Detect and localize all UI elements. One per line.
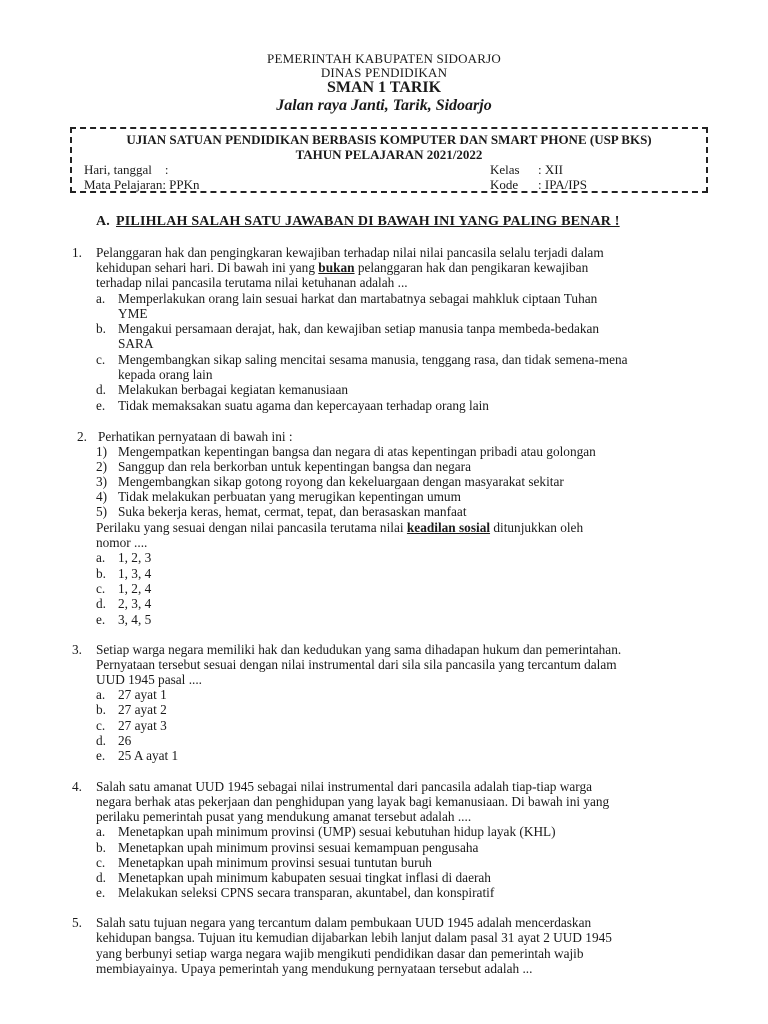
exam-code-value: : IPA/IPS <box>538 177 588 192</box>
question-number: 4. <box>72 779 82 794</box>
question-text-line: Setiap warga negara memiliki hak dan kedudukan yang sama dihadapan hukum dan pemerintahan. <box>96 642 622 657</box>
option-label: b. <box>96 566 106 581</box>
option-text: Melakukan berbagai kegiatan kemanusiaan <box>118 382 349 397</box>
question-text-line <box>96 260 588 275</box>
option-text: Menetapkan upah minimum provinsi (UMP) sesuai kebutuhan hidup layak (KHL) <box>118 824 556 839</box>
question-number: 3. <box>72 642 82 657</box>
option-text-cont: YME <box>118 306 148 321</box>
statement-label: 1) <box>96 444 108 459</box>
option-text: 2, 3, 4 <box>118 596 152 611</box>
exam-year: TAHUN PELAJARAN 2021/2022 <box>295 147 483 162</box>
option-text: Mengembangkan sikap saling mencitai sesama manusia, tenggang rasa, dan tidak semena-mena <box>118 352 628 367</box>
exam-class-label: Kelas <box>490 162 520 177</box>
option-label: c. <box>96 352 106 367</box>
statement-text: Tidak melakukan perbuatan yang merugikan kepentingan umum <box>118 489 461 504</box>
header-government: PEMERINTAH KABUPATEN SIDOARJO <box>267 51 501 66</box>
option-label: e. <box>96 748 106 763</box>
option-label: d. <box>96 382 106 397</box>
exam-date-label: Hari, tanggal <box>84 162 152 177</box>
option-text: 25 A ayat 1 <box>118 748 179 763</box>
option-label: d. <box>96 870 106 885</box>
option-text: Menetapkan upah minimum kabupaten sesuai tingkat inflasi di daerah <box>118 870 491 885</box>
question-text-part: kehidupan sehari hari. Di bawah ini yang <box>96 260 319 275</box>
statement-label: 2) <box>96 459 108 474</box>
option-label: d. <box>96 733 106 748</box>
question-text-line: Salah satu amanat UUD 1945 sebagai nilai instrumental dari pancasila adalah tiap-tiap warga <box>96 779 593 794</box>
option-label: d. <box>96 596 106 611</box>
option-text: 27 ayat 2 <box>118 702 167 717</box>
option-text-cont: kepada orang lain <box>118 367 213 382</box>
question-text-part: Perilaku yang sesuai dengan nilai pancasila terutama nilai <box>96 520 407 535</box>
statement-label: 3) <box>96 474 108 489</box>
exam-date-row <box>84 162 169 178</box>
exam-info-box <box>70 127 708 193</box>
emphasized-word: bukan <box>318 260 355 275</box>
option-text: Mengakui persamaan derajat, hak, dan kewajiban setiap manusia tanpa membeda-bedakan <box>118 321 600 336</box>
question-text-line: terhadap nilai pancasila terutama nilai ketuhanan adalah ... <box>96 275 408 290</box>
option-text: 1, 2, 4 <box>118 581 152 596</box>
option-label: a. <box>96 550 106 565</box>
statement-text: Mengembangkan sikap gotong royong dan kekeluargaan dengan masyarakat sekitar <box>118 474 564 489</box>
exam-date-value: : <box>164 162 169 177</box>
question-text-line: membiayainya. Upaya pemerintah yang mendukung pernyataan tersebut adalah ... <box>96 961 533 976</box>
header-department: DINAS PENDIDIKAN <box>320 65 448 80</box>
emphasized-word: keadilan sosial <box>406 520 491 535</box>
option-label: c. <box>96 718 106 733</box>
question-text-line: Pernyataan tersebut sesuai dengan nilai instrumental dari sila sila pancasila yang tercantum dalam <box>96 657 617 672</box>
statement-text: Sanggup dan rela berkorban untuk kepentingan bangsa dan negara <box>118 459 471 474</box>
option-text: Melakukan seleksi CPNS secara transparan, akuntabel, dan konspiratif <box>118 885 495 900</box>
option-text: 1, 3, 4 <box>118 566 152 581</box>
option-label: c. <box>96 855 106 870</box>
question-text-part: ditunjukkan oleh <box>490 520 584 535</box>
exam-class-value: : XII <box>538 162 563 177</box>
statement-label: 5) <box>96 504 108 519</box>
option-text: Tidak memaksakan suatu agama dan kepercayaan terhadap orang lain <box>118 398 489 413</box>
option-text: Menetapkan upah minimum provinsi sesuai tuntutan buruh <box>118 855 432 870</box>
question-number: 2. <box>77 429 87 444</box>
question-text-part: pelanggaran hak dan pengikaran kewajiban <box>354 260 589 275</box>
option-text-cont: SARA <box>118 336 154 351</box>
option-label: e. <box>96 612 106 627</box>
option-label: c. <box>96 581 106 596</box>
question-text-line: nomor .... <box>96 535 148 550</box>
option-label: b. <box>96 702 106 717</box>
header-address: Jalan raya Janti, Tarik, Sidoarjo <box>276 97 492 114</box>
question-text-line: Pelanggaran hak dan pengingkaran kewajiban terhadap nilai nilai pancasila selalu terjadi dalam <box>96 245 604 260</box>
option-text: Memperlakukan orang lain sesuai harkat dan martabatnya sebagai mahkluk ciptaan Tuhan <box>118 291 598 306</box>
option-text: 26 <box>118 733 132 748</box>
question-text-line <box>96 520 583 535</box>
option-label: e. <box>96 398 106 413</box>
option-label: a. <box>96 291 106 306</box>
question-intro: Perhatikan pernyataan di bawah ini : <box>98 429 293 444</box>
exam-title: UJIAN SATUAN PENDIDIKAN BERBASIS KOMPUTER DAN SMART PHONE (USP BKS) <box>126 132 652 147</box>
exam-code-label: Kode <box>490 177 519 192</box>
option-label: e. <box>96 885 106 900</box>
section-letter: A. <box>96 214 111 229</box>
question-text-line: negara berhak atas pekerjaan dan penghidupan yang layak bagi kemanusiaan. Di bawah ini yang <box>96 794 610 809</box>
option-label: b. <box>96 321 106 336</box>
option-text: Menetapkan upah minimum provinsi sesuai kemampuan pengusaha <box>118 840 479 855</box>
option-text: 3, 4, 5 <box>118 612 152 627</box>
question-text-line: Salah satu tujuan negara yang tercantum dalam pembukaan UUD 1945 adalah mencerdaskan <box>96 915 592 930</box>
question-text-line: kehidupan bangsa. Tujuan itu kemudian dijabarkan lebih lanjut dalam pasal 31 ayat 2 UUD 1945 <box>96 930 612 945</box>
statement-label: 4) <box>96 489 108 504</box>
option-text: 27 ayat 1 <box>118 687 167 702</box>
question-text-line: yang berbunyi setiap warga negara wajib mengikuti pendidikan dasar dan pemerintah wajib <box>96 946 584 961</box>
exam-subject: Mata Pelajaran: PPKn <box>84 177 200 192</box>
header-school: SMAN 1 TARIK <box>326 79 442 96</box>
statement-text: Mengempatkan kepentingan bangsa dan negara di atas kepentingan pribadi atau golongan <box>118 444 596 459</box>
question-text-line: UUD 1945 pasal .... <box>96 672 202 687</box>
question-number: 5. <box>72 915 82 930</box>
option-text: 27 ayat 3 <box>118 718 167 733</box>
section-instruction: PILIHLAH SALAH SATU JAWABAN DI BAWAH INI YANG PALING BENAR ! <box>116 214 620 229</box>
question-number: 1. <box>72 245 82 260</box>
exam-code-row <box>490 177 587 193</box>
option-label: b. <box>96 840 106 855</box>
option-label: a. <box>96 687 106 702</box>
question-text-line: perilaku pemerintah pusat yang mendukung amanat tersebut adalah .... <box>96 809 472 824</box>
option-text: 1, 2, 3 <box>118 550 152 565</box>
exam-class-row <box>490 162 563 178</box>
option-label: a. <box>96 824 106 839</box>
section-a-heading <box>96 214 620 230</box>
statement-text: Suka bekerja keras, hemat, cermat, tepat, dan berasaskan manfaat <box>118 504 467 519</box>
